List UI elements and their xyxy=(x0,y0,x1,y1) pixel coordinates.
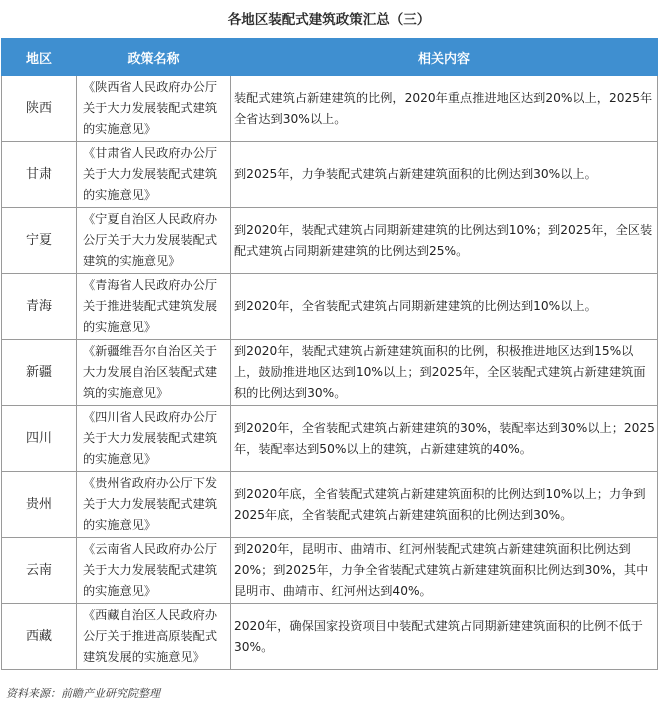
content-cell: 到2020年底，全省装配式建筑占新建建筑面积的比例达到10%以上；力争到2025年底，全省装配式建筑占新建建筑面积的比例达到30%。 xyxy=(231,472,658,538)
content-cell: 到2020年，全省装配式建筑占新建建筑的30%，装配率达到30%以上；2025年，装配率达到50%以上的建筑，占新建建筑的40%。 xyxy=(231,406,658,472)
header-content: 相关内容 xyxy=(231,39,658,76)
content-cell: 2020年，确保国家投资项目中装配式建筑占同期新建建筑面积的比例不低于30%。 xyxy=(231,604,658,670)
policy-cell: 《新疆维吾尔自治区关于大力发展自治区装配式建筑的实施意见》 xyxy=(77,340,231,406)
region-cell: 青海 xyxy=(2,274,77,340)
table-row xyxy=(2,274,658,340)
policy-cell: 《西藏自治区人民政府办公厅关于推进高原装配式建筑发展的实施意见》 xyxy=(77,604,231,670)
region-cell: 云南 xyxy=(2,538,77,604)
policy-cell: 《甘肃省人民政府办公厅关于大力发展装配式建筑的实施意见》 xyxy=(77,142,231,208)
table-row xyxy=(2,208,658,274)
region-cell: 宁夏 xyxy=(2,208,77,274)
policy-cell: 《贵州省政府办公厅下发关于大力发展装配式建筑的实施意见》 xyxy=(77,472,231,538)
content-cell: 到2025年，力争装配式建筑占新建建筑面积的比例达到30%以上。 xyxy=(231,142,658,208)
table-row xyxy=(2,604,658,670)
content-cell: 到2020年，装配式建筑占同期新建建筑的比例达到10%；到2025年，全区装配式建筑占同期新建建筑的比例达到25%。 xyxy=(231,208,658,274)
table-row xyxy=(2,142,658,208)
content-cell: 到2020年，昆明市、曲靖市、红河州装配式建筑占新建建筑面积比例达到20%；到2025年，力争全省装配式建筑占新建建筑面积比例达到30%，其中昆明市、曲靖市、红河州达到40%。 xyxy=(231,538,658,604)
header-region: 地区 xyxy=(2,39,77,76)
policy-cell: 《陕西省人民政府办公厅关于大力发展装配式建筑的实施意见》 xyxy=(77,76,231,142)
region-cell: 西藏 xyxy=(2,604,77,670)
table-row xyxy=(2,472,658,538)
header-policy: 政策名称 xyxy=(77,39,231,76)
policy-table xyxy=(1,38,658,670)
policy-cell: 《云南省人民政府办公厅关于大力发展装配式建筑的实施意见》 xyxy=(77,538,231,604)
policy-cell: 《青海省人民政府办公厅关于推进装配式建筑发展的实施意见》 xyxy=(77,274,231,340)
table-row xyxy=(2,538,658,604)
content-cell: 装配式建筑占新建建筑的比例，2020年重点推进地区达到20%以上，2025年全省达到30%以上。 xyxy=(231,76,658,142)
content-cell: 到2020年，装配式建筑占新建建筑面积的比例，积极推进地区达到15%以上，鼓励推进地区达到10%以上；到2025年，全区装配式建筑占新建建筑面积的比例达到30%。 xyxy=(231,340,658,406)
table-row xyxy=(2,340,658,406)
table-header-row xyxy=(2,39,658,76)
policy-cell: 《四川省人民政府办公厅关于大力发展装配式建筑的实施意见》 xyxy=(77,406,231,472)
table-row xyxy=(2,76,658,142)
table-row xyxy=(2,406,658,472)
page-title: 各地区装配式建筑政策汇总（三） xyxy=(227,12,431,28)
region-cell: 甘肃 xyxy=(2,142,77,208)
source-note: 资料来源：前瞻产业研究院整理 xyxy=(6,687,160,700)
region-cell: 新疆 xyxy=(2,340,77,406)
content-cell: 到2020年，全省装配式建筑占同期新建建筑的比例达到10%以上。 xyxy=(231,274,658,340)
region-cell: 贵州 xyxy=(2,472,77,538)
region-cell: 四川 xyxy=(2,406,77,472)
region-cell: 陕西 xyxy=(2,76,77,142)
policy-cell: 《宁夏自治区人民政府办公厅关于大力发展装配式建筑的实施意见》 xyxy=(77,208,231,274)
